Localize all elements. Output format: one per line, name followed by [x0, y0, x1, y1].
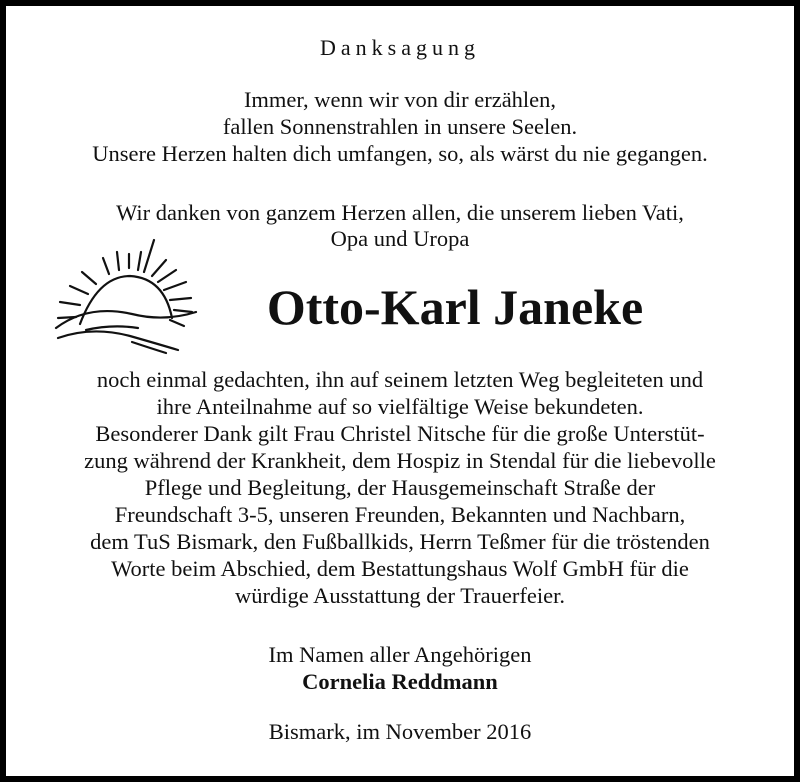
poem-line-1: Immer, wenn wir von dir erzählen, [243, 87, 557, 112]
body-line-6: Freundschaft 3-5, unseren Freunden, Bekannten und Nachbarn, [114, 502, 686, 527]
body-line-9: würdige Ausstattung der Trauerfeier. [235, 583, 565, 608]
deceased-name: Otto-Karl Janeke [266, 279, 644, 335]
intro-line-2: Opa und Uropa [330, 226, 470, 251]
body-line-3: Besonderer Dank gilt Frau Christel Nitsche für die große Unterstüt- [95, 421, 705, 446]
poem-line-2: fallen Sonnenstrahlen in unsere Seelen. [222, 114, 578, 139]
body-line-4: zung während der Krankheit, dem Hospiz in Stendal für die liebevolle [84, 448, 716, 473]
body-line-1: noch einmal gedachten, ihn auf seinem letzten Weg begleiteten und [96, 367, 704, 392]
signature-line: Im Namen aller Angehörigen [268, 642, 532, 667]
body-line-5: Pflege und Begleitung, der Hausgemeinschaft Straße der [144, 475, 656, 500]
sunset-hills-icon [46, 232, 206, 356]
body-line-7: dem TuS Bismark, den Fußballkids, Herrn Teßmer für die tröstenden [90, 529, 710, 554]
notice-frame [6, 6, 794, 776]
signature-name: Cornelia Reddmann [302, 669, 498, 694]
body-line-2: ihre Anteilnahme auf so vielfältige Weise bekundeten. [156, 394, 644, 419]
place-date: Bismark, im November 2016 [268, 719, 532, 744]
intro-line-1: Wir danken von ganzem Herzen allen, die unserem lieben Vati, [116, 200, 684, 225]
notice-heading: Danksagung [320, 35, 480, 60]
poem-line-3: Unsere Herzen halten dich umfangen, so, als wärst du nie gegangen. [92, 141, 708, 166]
body-line-8: Worte beim Abschied, dem Bestattungshaus Wolf GmbH für die [111, 556, 689, 581]
